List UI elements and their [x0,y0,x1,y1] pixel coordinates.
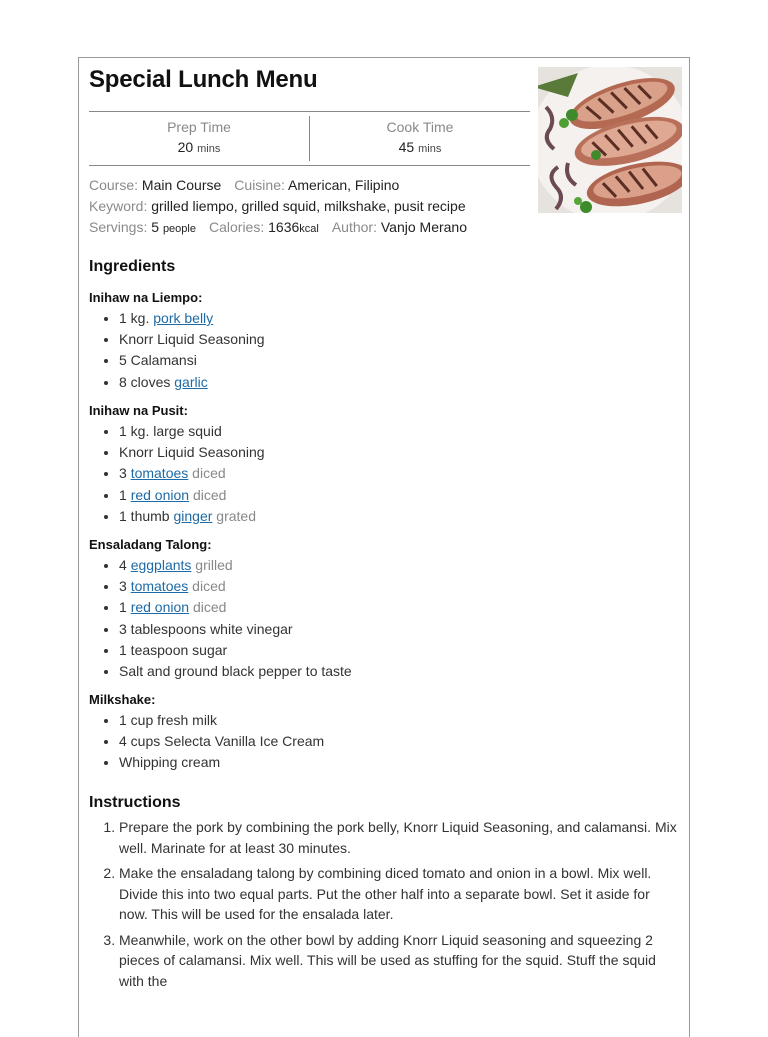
cook-time-value: 45 [398,139,415,155]
ingredient-item: • 1 kg. pork belly [119,308,679,329]
cook-time-unit: mins [418,143,442,155]
ingredient-item: • 1 red onion diced [119,597,679,618]
ingredient-item: • Salt and ground black pepper to taste [119,661,679,682]
servings-label: Servings: [89,219,148,235]
meta-line-course [89,175,467,196]
ingredient-item: • 1 teaspoon sugar [119,640,679,661]
instruction-step: 2. Make the ensaladang talong by combining diced tomato and onion in a bowl. Mix well. Divide this into two equal parts. Put the other half into a separate bowl. Set it aside for now. This will be used for the ensalada later. [119,863,679,925]
ingredient-group [89,535,679,682]
course-value: Main Course [141,177,222,193]
prep-time [89,112,309,165]
ingredient-link[interactable]: red onion [130,486,190,503]
cuisine-value: American, Filipino [288,177,400,193]
instruction-step: 1. Prepare the pork by combining the pork belly, Knorr Liquid Seasoning, and calamansi. Mix well. Marinate for at least 30 minutes. [119,817,679,858]
ingredient-item: • 3 tomatoes diced [119,463,679,484]
ingredient-item: • Knorr Liquid Seasoning [119,442,679,463]
recipe-meta [89,175,467,240]
ingredient-item: • 1 cup fresh milk [119,710,679,731]
ingredient-list [89,308,679,393]
ingredient-link[interactable]: pork belly [153,310,214,326]
ingredients-heading: Ingredients [89,258,176,275]
ingredient-item: • 4 cups Selecta Vanilla Ice Cream [119,731,679,752]
cook-time-label: Cook Time [386,119,454,135]
ingredient-group-title: Ensaladang Talong: [89,537,212,552]
ingredient-list [89,710,679,774]
prep-time-value: 20 [177,139,194,155]
ingredient-group [89,288,679,393]
ingredient-item: • 1 kg. large squid [119,421,679,442]
calories-value: 1636 [268,219,300,235]
calories-label: Calories: [208,219,265,235]
recipe-title: Special Lunch Menu [89,66,318,93]
cook-time [309,116,530,161]
servings-unit: people [162,223,196,235]
ingredient-item: • 8 cloves garlic [119,372,679,393]
cuisine-label: Cuisine: [234,177,285,193]
ingredient-link[interactable]: eggplants [130,557,192,573]
prep-time-unit: mins [197,143,221,155]
keyword-label: Keyword: [89,198,148,214]
instructions-heading: Instructions [89,794,181,811]
instruction-list [89,817,679,996]
ingredient-group-title: Milkshake: [89,692,156,707]
ingredient-group [89,690,679,774]
ingredient-item: • 5 Calamansi [119,350,679,371]
recipe-times [89,111,530,166]
calories-unit: kcal [299,223,319,235]
grilled-squid-image [538,67,682,213]
ingredient-item: • 1 thumb ginger grated [119,506,679,527]
ingredient-item: • Knorr Liquid Seasoning [119,329,679,350]
ingredient-list [89,555,679,682]
meta-line-servings [89,217,467,240]
ingredient-group [89,401,679,527]
keyword-value: grilled liempo, grilled squid, milkshake, pusit recipe [151,198,466,214]
meta-line-keyword [89,196,467,217]
ingredient-group-title: Inihaw na Liempo: [89,290,203,305]
ingredient-list [89,421,679,527]
ingredient-item: • 1 red onion diced [119,485,679,506]
servings-value: 5 [151,219,160,235]
ingredient-item: • Whipping cream [119,752,679,773]
ingredient-link[interactable]: garlic [174,373,208,390]
ingredient-item: • 3 tablespoons white vinegar [119,619,679,640]
ingredient-group-title: Inihaw na Pusit: [89,403,188,418]
recipe-photo [538,67,682,213]
ingredient-link[interactable]: tomatoes [130,578,189,595]
author-value: Vanjo Merano [380,219,468,235]
ingredient-item: • 4 eggplants grilled [119,555,679,576]
course-label: Course: [89,177,139,193]
ingredient-link[interactable]: ginger [173,507,213,524]
ingredient-link[interactable]: red onion [130,599,190,616]
ingredient-link[interactable]: tomatoes [130,465,189,482]
recipe-card [78,57,690,1037]
author-label: Author: [331,219,377,235]
prep-time-label: Prep Time [167,119,231,135]
ingredient-item: • 3 tomatoes diced [119,576,679,597]
instruction-step: 3. Meanwhile, work on the other bowl by adding Knorr Liquid seasoning and squeezing 2 pieces of calamansi. Mix well. This will be used as stuffing for the squid. Stuff the squid with the [119,930,679,992]
